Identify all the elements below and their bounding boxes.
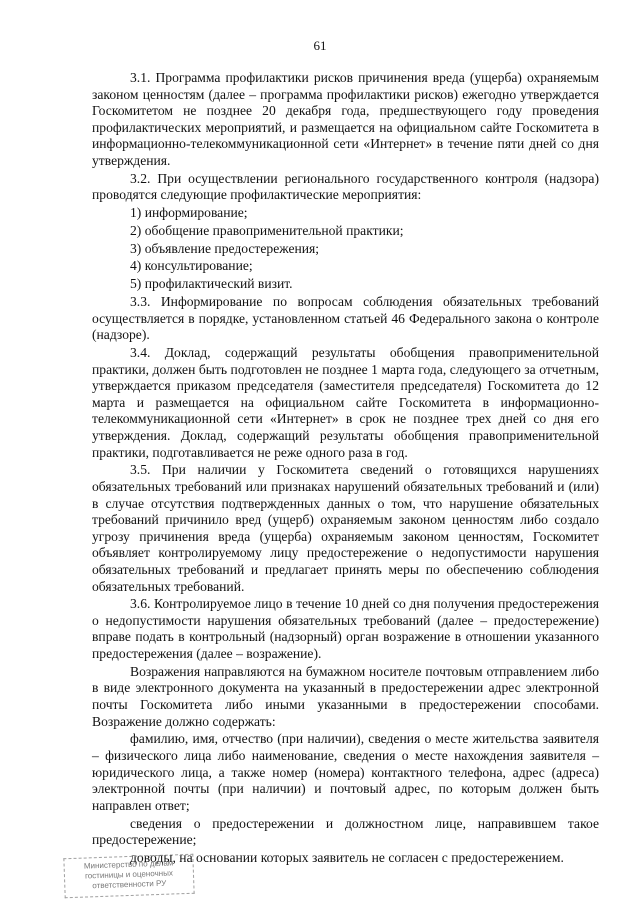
list-item-3: 3) объявление предостережения; (130, 240, 320, 256)
list-item-1: 1) информирование; (130, 205, 248, 221)
list-item-2: 2) обобщение правоприменительной практики; (130, 222, 404, 238)
stamp-line-1: Министерство по делам (83, 858, 174, 871)
list-item-5: 5) профилактический визит. (130, 276, 293, 292)
paragraph-3-4: 3.4. Доклад, содержащий результаты обобщения правоприменительной практики, должен быть подготовлен не позднее 1 марта года, следующего за отчетным, утверждается приказом председателя (заместителя председателя) Госкомитета до 12 марта и размещается на официальном сайте Госкомитета в информационно-телекоммуникационной сети «Интернет» в срок не позднее трех дней со дня его утверждения. Доклад, содержащий результаты обобщения правоприменительной практики, подготавливается не реже одного раза в год. (92, 345, 599, 460)
paragraph-objection-contents-2: сведения о предостережении и должностном лице, направившем такое предостережение; (92, 815, 599, 848)
page-number: 61 (313, 38, 327, 53)
paragraph-3-5: 3.5. При наличии у Госкомитета сведений о готовящихся нарушениях обязательных требований или признаках нарушений обязательных требований и (или) в случае отсутствия подтвержденных данных о том, что нарушение обязательных требований причинило вред (ущерб) охраняемым законом ценностям либо создало угрозу причинения вреда (ущерба) охраняемым законом ценностям, Госкомитет объявляет контролируемому лицу предостережение о недопустимости нарушения обязательных требований и предлагает принять меры по обеспечению соблюдения обязательных требований. (92, 462, 599, 594)
document-body (92, 70, 599, 868)
registration-stamp (63, 854, 194, 899)
stamp-line-3: ответственности РУ (92, 878, 167, 891)
list-item-4: 4) консультирование; (130, 258, 253, 274)
paragraph-3-1: 3.1. Программа профилактики рисков причинения вреда (ущерба) охраняемым законом ценностям (далее – программа профилактики рисков) ежегодно утверждается Госкомитетом не позднее 20 декабря года, предшествующего году проведения профилактических мероприятий, и размещается на официальном сайте Госкомитета в информационно-телекоммуникационной сети «Интернет» в течение пяти дней со дня утверждения. (92, 70, 599, 168)
paragraph-3-3: 3.3. Информирование по вопросам соблюдения обязательных требований осуществляется в порядке, установленном статьей 46 Федерального закона о контроле (надзоре). (92, 294, 599, 343)
paragraph-3-6: 3.6. Контролируемое лицо в течение 10 дней со дня получения предостережения о недопустимости нарушения обязательных требований (далее – предостережение) вправе подать в контрольный (надзорный) орган возражение в отношении указанного предостережения (далее – возражение). (92, 596, 599, 662)
paragraph-objections: Возражения направляются на бумажном носителе почтовым отправлением либо в виде электронного документа на указанный в предостережении адрес электронной почты Госкомитета либо иными указанными в предостережении способами. Возражение должно содержать: (92, 663, 599, 729)
stamp-line-2: гостиницы и оценочных (84, 868, 174, 881)
paragraph-objection-contents-1: фамилию, имя, отчество (при наличии), сведения о месте жительства заявителя – физического лица либо наименование, сведения о месте нахождения заявителя – юридического лица, а также номер (номера) контактного телефона, адрес (адреса) электронной почты (при наличии) и почтовый адрес, по которым должен быть направлен ответ; (92, 731, 599, 813)
paragraph-3-2: 3.2. При осуществлении регионального государственного контроля (надзора) проводятся следующие профилактические мероприятия: (92, 170, 599, 203)
paragraph-objection-contents-3: доводы, на основании которых заявитель не согласен с предостережением. (130, 849, 564, 865)
